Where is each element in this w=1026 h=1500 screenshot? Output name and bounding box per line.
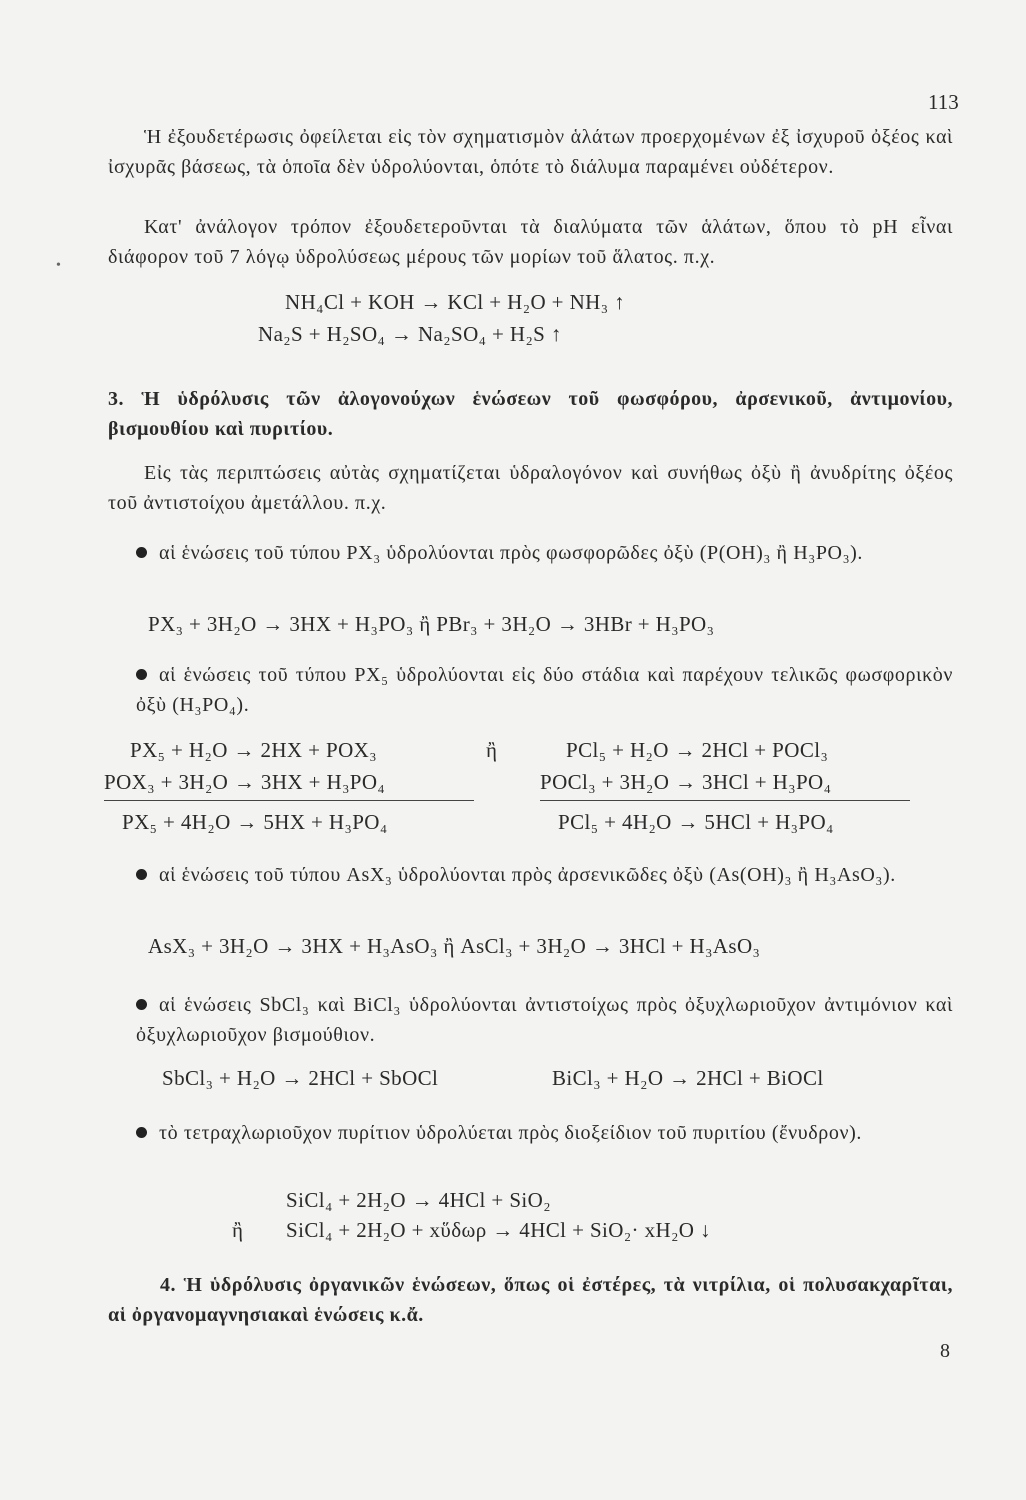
section-4-heading: 4. Ἡ ὑδρόλυσις ὀργανικῶν ἑνώσεων, ὅπως οἱ ἐστέρες, τὰ νιτρίλια, οἱ πολυσακχαρῖται, αἱ ὀργανομαγνησιακαὶ ἑνώσεις κ.ἄ. xyxy=(108,1274,953,1326)
bullet-px5 xyxy=(136,660,953,720)
margin-mark: • xyxy=(56,258,61,273)
bullet-icon xyxy=(136,999,147,1010)
page-number: 113 xyxy=(928,90,959,114)
equation-pcl5-step1: PCl₅ + H₂O → 2HCl + POCl₃ xyxy=(566,738,829,762)
bullet-px3 xyxy=(136,538,953,568)
paragraph-cases: Εἰς τὰς περιπτώσεις αὐτὰς σχηματίζεται ὑδραλογόνον καὶ συνήθως ὀξὺ ἢ ἀνυδρίτης ὀξέος τοῦ ἀντιστοίχου ἀμετάλλου. π.χ. xyxy=(108,462,953,514)
bullet-icon xyxy=(136,669,147,680)
bullet-sicl4 xyxy=(136,1118,953,1148)
equation-si-or: ἢ xyxy=(232,1218,244,1242)
equation-px5-step2: POX₃ + 3H₂O → 3HX + H₃PO₄ xyxy=(104,770,386,794)
equation-sicl4-2: SiCl₄ + 2H₂O + xὕδωρ → 4HCl + SiO₂· xH₂O ↓ xyxy=(286,1218,711,1242)
bullet-sicl4-text: τὸ τετραχλωριοῦχον πυρίτιον ὑδρολύεται πρὸς διοξείδιον τοῦ πυριτίου (ἔνυδρον). xyxy=(159,1122,862,1144)
sum-rule-left xyxy=(104,800,474,801)
sum-rule-right xyxy=(540,800,910,801)
equation-px5-total: PX₅ + 4H₂O → 5HX + H₃PO₄ xyxy=(122,810,388,834)
bullet-asx3 xyxy=(136,860,953,890)
equation-px5-step1: PX₅ + H₂O → 2HX + POX₃ xyxy=(130,738,377,762)
equation-pcl5-total: PCl₅ + 4H₂O → 5HCl + H₃PO₄ xyxy=(558,810,834,834)
bullet-asx3-text: αἱ ἑνώσεις τοῦ τύπου AsX₃ ὑδρολύονται πρὸς ἀρσενικῶδες ὀξὺ (As(OH)₃ ἢ H₃AsO₃). xyxy=(159,864,896,886)
bullet-px3-text: αἱ ἑνώσεις τοῦ τύπου PX₃ ὑδρολύονται πρὸς φωσφορῶδες ὀξὺ (P(OH)₃ ἢ H₃PO₃). xyxy=(159,542,864,564)
equation-bicl3: BiCl₃ + H₂O → 2HCl + BiOCl xyxy=(552,1066,824,1090)
bullet-icon xyxy=(136,547,147,558)
bullet-sbcl3-text: αἱ ἑνώσεις SbCl₃ καὶ BiCl₃ ὑδρολύονται ἀντιστοίχως πρὸς ὀξυχλωριοῦχον ἀντιμόνιον καὶ ὀξυχλωριοῦχον βισμούθιον. xyxy=(136,994,953,1046)
paragraph-neutralization: Ἡ ἐξουδετέρωσις ὀφείλεται εἰς τὸν σχηματισμὸν ἁλάτων προερχομένων ἐξ ἰσχυροῦ ὀξέος καὶ ἰσχυρᾶς βάσεως, τὰ ὁποῖα δὲν ὑδρολύονται, ὁπότε τὸ διάλυμα παραμένει οὐδέτερον. xyxy=(108,126,953,178)
bullet-px5-text: αἱ ἑνώσεις τοῦ τύπου PX₅ ὑδρολύονται εἰς δύο στάδια καὶ παρέχουν τελικῶς φωσφορικὸν ὀξὺ (H₃PO₄). xyxy=(136,664,953,716)
bullet-sbcl3 xyxy=(136,990,953,1050)
equation-na2s: Na₂S + H₂SO₄ → Na₂SO₄ + H₂S ↑ xyxy=(258,322,562,346)
equation-pcl5-step2: POCl₃ + 3H₂O → 3HCl + H₃PO₄ xyxy=(540,770,832,794)
equation-sicl4-1: SiCl₄ + 2H₂O → 4HCl + SiO₂ xyxy=(286,1188,551,1212)
bullet-icon xyxy=(136,1127,147,1138)
paragraph-analogous: Κατ' ἀνάλογον τρόπον ἐξουδετεροῦνται τὰ διαλύματα τῶν ἁλάτων, ὅπου τὸ pH εἶναι διάφορον τοῦ 7 λόγῳ ὑδρολύσεως μέρους τῶν μορίων τοῦ ἅλατος. π.χ. xyxy=(108,216,953,268)
equation-asx3: AsX₃ + 3H₂O → 3HX + H₃AsO₃ ἢ AsCl₃ + 3H₂O → 3HCl + H₃AsO₃ xyxy=(148,934,761,958)
bullet-icon xyxy=(136,869,147,880)
equation-or: ἢ xyxy=(486,738,498,762)
equation-sbcl3: SbCl₃ + H₂O → 2HCl + SbOCl xyxy=(162,1066,439,1090)
signature-mark: 8 xyxy=(940,1340,950,1362)
equation-px3: PX₃ + 3H₂O → 3HX + H₃PO₃ ἢ PBr₃ + 3H₂O → 3HBr + H₃PO₃ xyxy=(148,612,715,636)
section-3-heading: 3. Ἡ ὑδρόλυσις τῶν ἀλογονούχων ἑνώσεων τοῦ φωσφόρου, ἀρσενικοῦ, ἀντιμονίου, βισμουθίου καὶ πυριτίου. xyxy=(108,388,953,440)
equation-nh4cl: NH₄Cl + KOH → KCl + H₂O + NH₃ ↑ xyxy=(285,290,625,314)
